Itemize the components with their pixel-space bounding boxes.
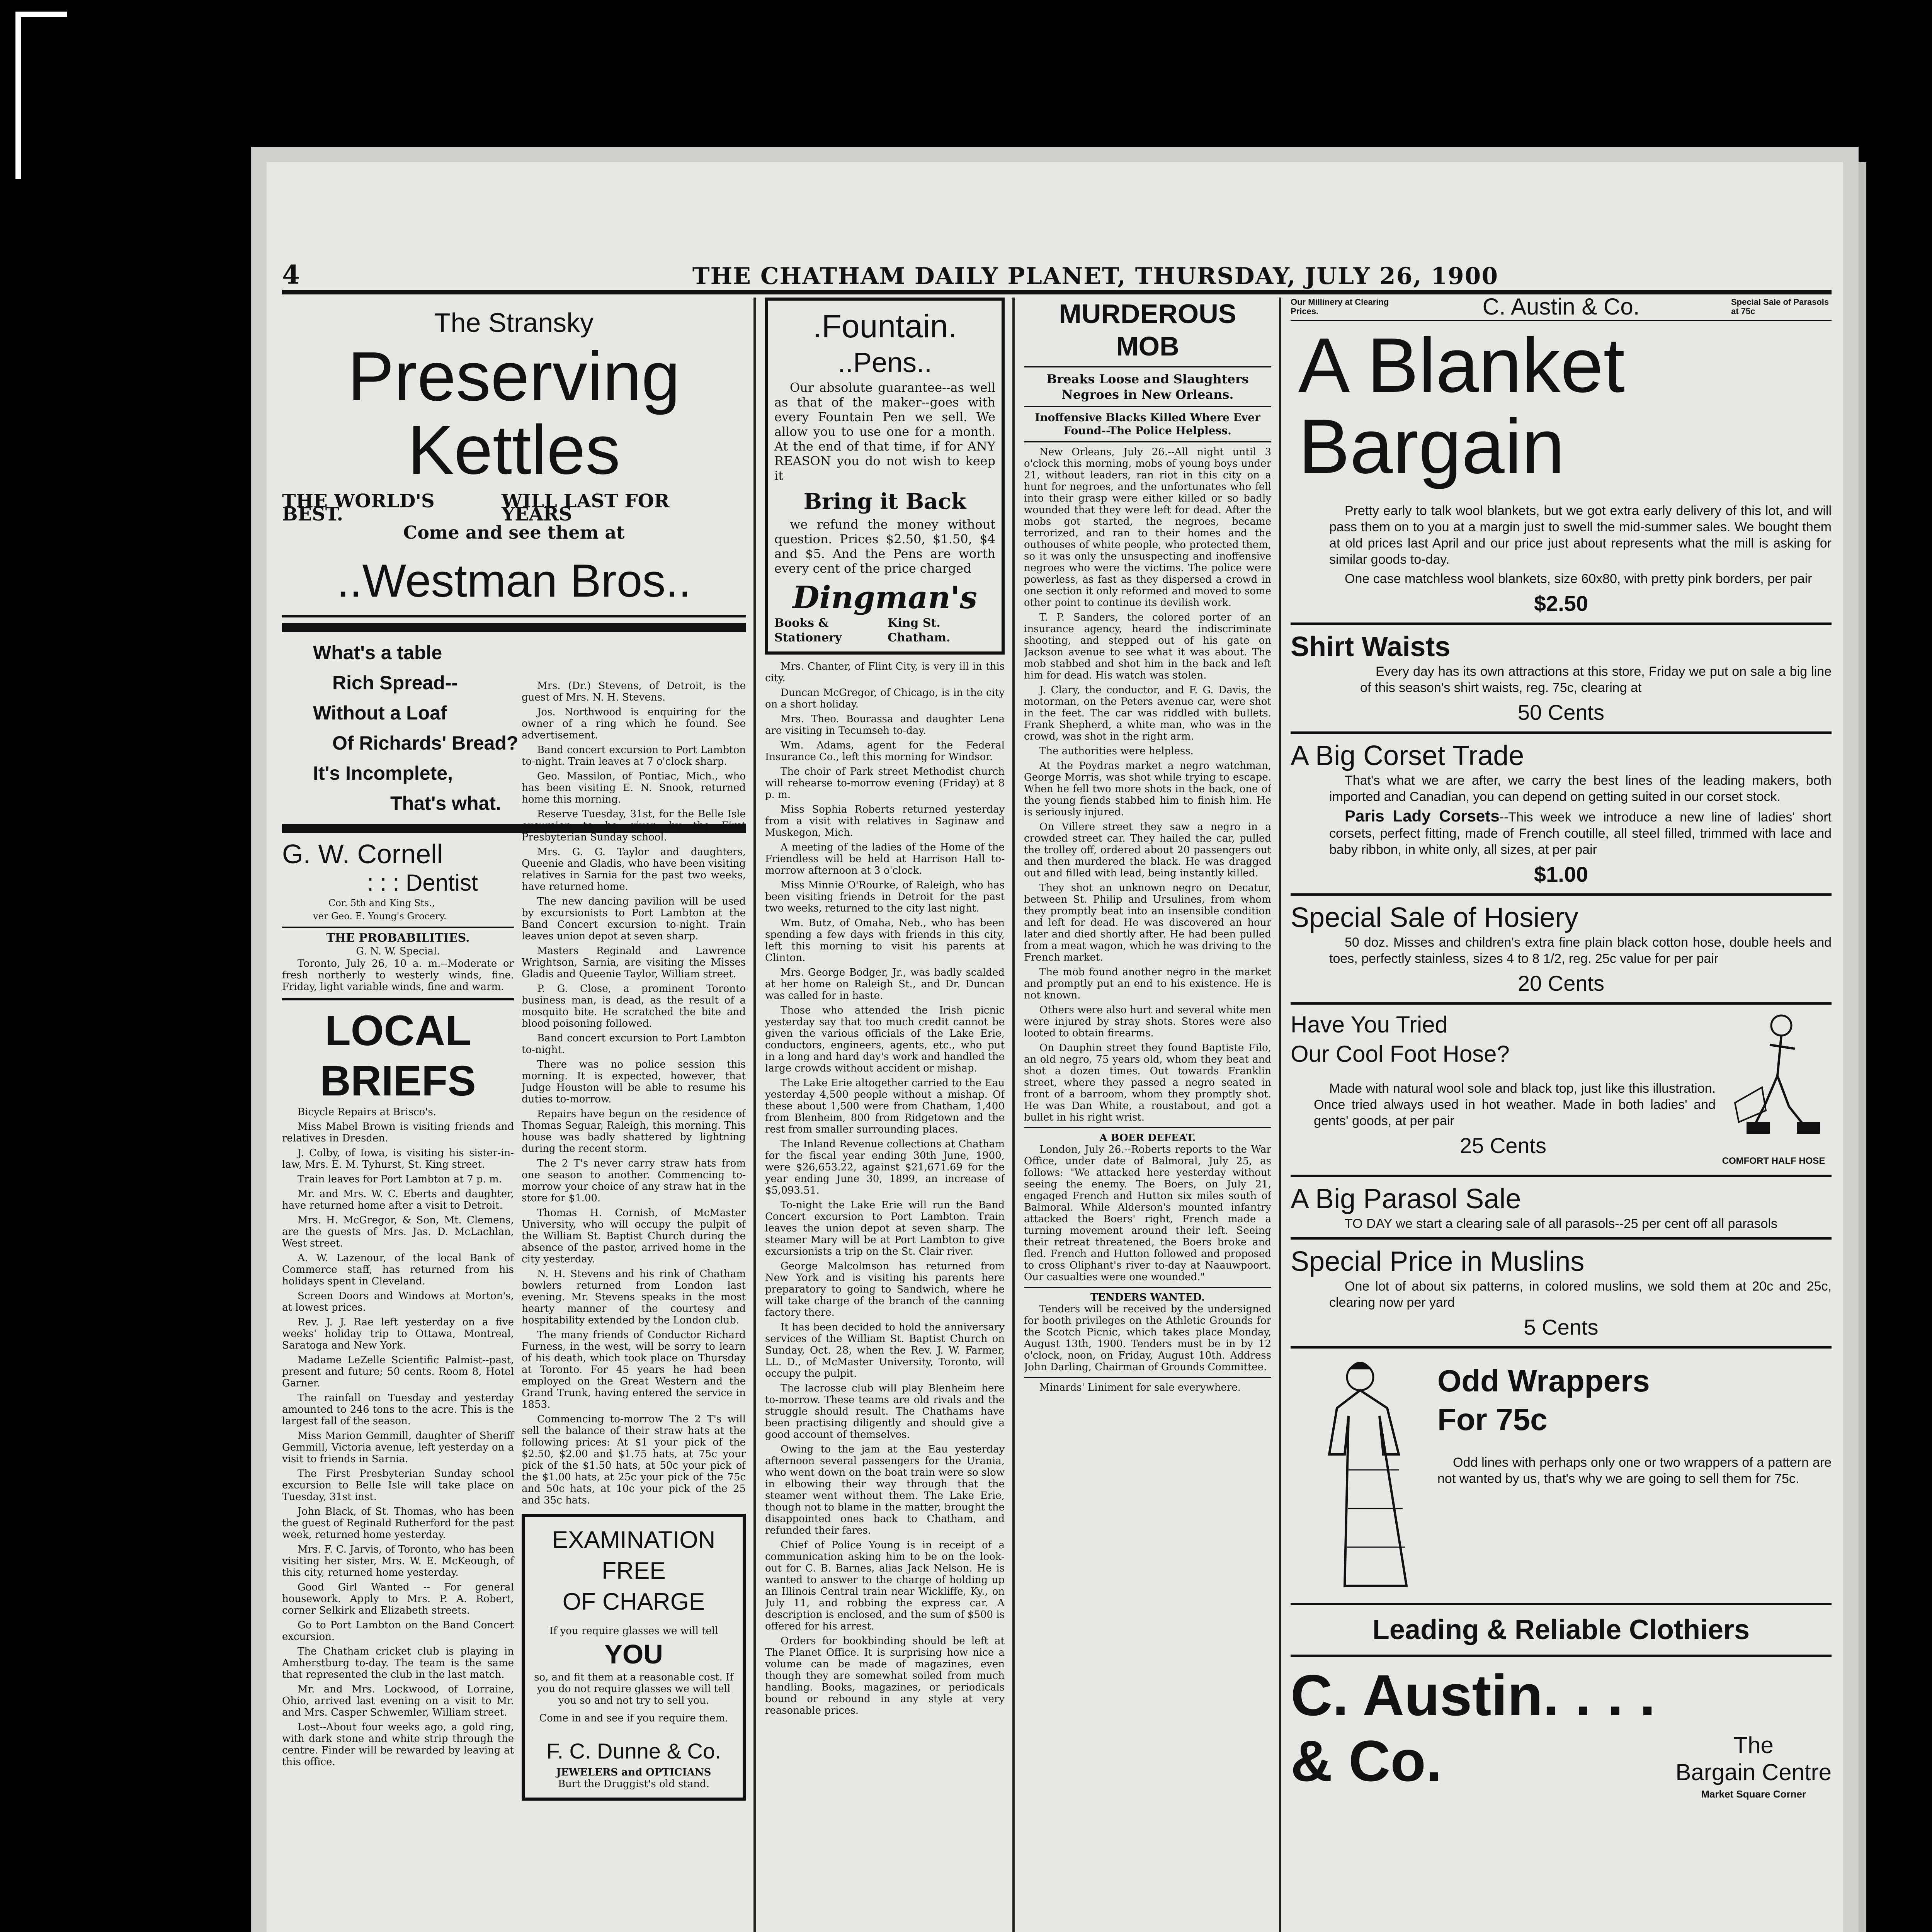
- fountain-heading: ..Pens..: [837, 347, 932, 378]
- mob-para: The mob found another negro in the market and promptly put an end to his existence. He is not known.: [1024, 966, 1271, 1001]
- exam-line: Come in and see if you require them.: [539, 1713, 728, 1724]
- local-briefs-list: [282, 1106, 514, 1768]
- austin-topline: [1291, 298, 1832, 320]
- brief-item: Screen Doors and Windows at Morton's, at lowest prices.: [282, 1290, 514, 1313]
- foot-hose-body: [1291, 1010, 1716, 1169]
- news-item: Chief of Police Young is in receipt of a communication asking him to be on the look-out for C. B. Barnes, alias Jack Nelson. He is wanted to answer to the charge of holding up an Illinois Central train near Wickliffe, Ky., on July 11, and robbing the express car. A description is enclosed, and the sum of $500 is offered for his arrest.: [765, 1539, 1005, 1632]
- corset-price: $1.00: [1534, 862, 1588, 886]
- news-item: The 2 T's never carry straw hats from one season to another. Commencing to-morrow your choice of any straw hat in the store for $1.00.: [522, 1158, 746, 1204]
- bargain-line: Market Square Corner: [1701, 1788, 1806, 1800]
- corset-heading: A Big Corset Trade: [1291, 740, 1524, 771]
- lady-in-wrapper-icon: [1291, 1354, 1430, 1594]
- wrap-heading: Odd Wrappers: [1437, 1364, 1650, 1398]
- column-3: [765, 298, 1005, 1932]
- local-briefs-heading: LOCAL BRIEFS: [320, 1007, 476, 1105]
- hosiery-text: 50 doz. Misses and children's extra fine plain black cotton hose, double heels and toes, perfectly stainless, sizes 4 to 8 1/2, reg. 25c value for per pair: [1329, 935, 1832, 966]
- foot-text: Made with natural wool sole and black top, just like this illustration. Once tried always used in hot weather. Made in both ladies' and gents' goods, at per pair: [1314, 1081, 1716, 1128]
- tenders-text: Tenders will be received by the undersigned for booth privileges on the Athletic Grounds for the Scotch Picnic, which takes place Monday, August 13th, 1900. Tenders must be in by 12 o'clock, noon, on Friday, August 10th. Address John Darling, Chairman of Grounds Committee.: [1024, 1303, 1271, 1373]
- mob-para: At the Poydras market a negro watchman, George Morris, was shot while trying to escape. When he fell two more shots in the back, one of the young fiends stabbed him to finish him. He is seriously injured.: [1024, 760, 1271, 818]
- exam-title: FREE: [602, 1558, 666, 1584]
- bring-back: Bring it Back: [803, 489, 966, 514]
- divider: [1291, 1002, 1832, 1005]
- news-item: There was no police session this morning. It is expected, however, that Judge Houston will be able to resume his duties to-morrow.: [522, 1059, 746, 1105]
- news-item: Wm. Butz, of Omaha, Neb., who has been spending a few days with friends in this city, left this morning to visit his parents at Clinton.: [765, 917, 1005, 964]
- news-item: Duncan McGregor, of Chicago, is in the city on a short holiday.: [765, 687, 1005, 710]
- news-item: The new dancing pavilion will be used by excursionists to Port Lambton at the Band Concert excursion to-night. Train leaves union depot at seven sharp.: [522, 896, 746, 942]
- dunne-sub: Burt the Druggist's old stand.: [558, 1778, 709, 1790]
- mob-subhead: Breaks Loose and Slaughters Negroes in New Orleans.: [1046, 372, 1249, 402]
- parasol-label: Special Sale of Parasols at 75c: [1731, 298, 1829, 316]
- news-item: The choir of Park street Methodist church will rehearse to-morrow evening (Friday) at 8 p. m.: [765, 766, 1005, 801]
- boer-text: London, July 26.--Roberts reports to the War Office, under date of Balmoral, July 25, as follows: "We attacked here yesterday without seeing the enemy. The Boers, on July 21, engaged French and Hutton six miles south of Balmoral. While Alderson's mounted infantry attacked the Boers' right, French made a turning movement around their left. Seeing their retreat threatened, the Boers broke and fled. French and Hutton followed and proposed to cross Oliphant's river to-day at Naauwpoort. Our casualties were one wounded.": [1024, 1144, 1271, 1283]
- muslin-heading: Special Price in Muslins: [1291, 1246, 1585, 1277]
- mob-para: J. Clary, the conductor, and F. G. Davis, the motorman, on the Peters avenue car, were shot in the feet. The car was riddled with bullets. Frank Shepherd, a white man, who was in the crowd, was shot in the right arm.: [1024, 684, 1271, 742]
- probabilities-text: Toronto, July 26, 10 a. m.--Moderate or fresh northerly to westerly winds, fine. Friday, light variable winds, fine and warm.: [282, 958, 514, 993]
- brief-item: A. W. Lazenour, of the local Bank of Commerce staff, has returned from his holidays spent in Cleveland.: [282, 1252, 514, 1287]
- divider: [1291, 1346, 1832, 1349]
- murderous-mob-headline: MURDEROUS MOB: [1059, 299, 1236, 361]
- news-item: Geo. Massilon, of Pontiac, Mich., who has been visiting E. N. Snook, returned home this morning.: [522, 770, 746, 805]
- news-item: Those who attended the Irish picnic yesterday say that too much credit cannot be given the various officials of the Lake Erie, conductors, engineers, agents, etc., who put in a long and hard day's work and handled the large crowds without accident or mishap.: [765, 1005, 1005, 1074]
- parasol-text: TO DAY we start a clearing sale of all parasols--25 per cent off all parasols: [1345, 1216, 1778, 1231]
- brief-item: Rev. J. J. Rae left yesterday on a five weeks' holiday trip to Ottawa, Montreal, Saratoga and New York.: [282, 1316, 514, 1351]
- fountain-text: we refund the money without question. Prices $2.50, $1.50, $4 and $5. And the Pens are worth every cent of the price charged: [774, 517, 995, 576]
- news-item: Thomas H. Cornish, of McMaster University, who will occupy the pulpit of the William St. Baptist Church during the absence of the pastor, arrived home in the city yesterday.: [522, 1207, 746, 1265]
- col3-news: [765, 661, 1005, 1716]
- news-item: Wm. Adams, agent for the Federal Insurance Co., left this morning for Windsor.: [765, 740, 1005, 763]
- blanket-text: Pretty early to talk wool blankets, but we got extra early delivery of this lot, and will pass them on to you at a margin just to swell the mid-summer sales. We bought them at old prices last April and our price just about represents what the mill is asking for similar goods to-day.: [1329, 503, 1832, 567]
- exam-line: so, and fit them at a reasonable cost. If you do not require glasses we will tell you so and not try to sell you.: [534, 1672, 733, 1706]
- brief-item: Mr. and Mrs. Lockwood, of Lorraine, Ohio, arrived last evening on a visit to Mr. and Mrs. Casper Schwemler, William street.: [282, 1684, 514, 1718]
- probabilities-sub: G. N. W. Special.: [356, 946, 440, 957]
- newspaper-page: [267, 162, 1843, 1932]
- news-item: George Malcolmson has returned from New York and is visiting his parents here preparatory to going to Sandwich, where he will take charge of the branch of the canning factory there.: [765, 1260, 1005, 1318]
- shirt-text: Every day has its own attractions at this store, Friday we put on sale a big line of this season's shirt waists, reg. 75c, clearing at: [1360, 664, 1832, 695]
- westman-bros: ..Westman Bros..: [336, 555, 692, 607]
- foot-hose-ad: [1291, 1010, 1832, 1169]
- brief-item: Go to Port Lambton on the Band Concert excursion.: [282, 1619, 514, 1643]
- foot-price: 25 Cents: [1459, 1133, 1547, 1158]
- wrappers-ad: [1291, 1354, 1832, 1597]
- millinery-label: Our Millinery at Clearing Prices.: [1291, 298, 1389, 316]
- dingman-books: Books & Stationery: [774, 616, 842, 645]
- foot-illustration: [1716, 1010, 1832, 1169]
- corset-text: That's what we are after, we carry the best lines of the leading makers, both imported and Canadian, you can depend on getting suited in our corset stock.: [1329, 773, 1832, 804]
- muslin-text: One lot of about six patterns, in colored muslins, we sold them at 20c and 25c, clearing now per yard: [1329, 1279, 1832, 1310]
- news-item: To-night the Lake Erie will run the Band Concert excursion to Port Lambton. Train leaves the union depot at seven sharp. The steamer Mary will be at Port Lambton to give excursionists a trip on the St. Clair river.: [765, 1199, 1005, 1257]
- divider: [1024, 1127, 1271, 1128]
- bargain-line: The: [1733, 1732, 1774, 1758]
- man-with-hose-icon: [1723, 1010, 1824, 1149]
- brief-item: The rainfall on Tuesday and yesterday amounted to 246 tons to the acre. This is the largest fall of the season.: [282, 1392, 514, 1427]
- news-item: Commencing to-morrow The 2 T's will sell the balance of their straw hats at the following prices: At $1 your pick of the $2.50, $2.00 and $1.75 hats, at 75c your pick of the $1.50 hats, at 50c your pick of the $1.00 hats, at 25c your pick of the 75c and 50c hats, at 10c your pick of the 25 and 35c hats.: [522, 1413, 746, 1506]
- brief-item: Miss Mabel Brown is visiting friends and relatives in Dresden.: [282, 1121, 514, 1144]
- divider: [282, 927, 514, 928]
- brief-item: Miss Marion Gemmill, daughter of Sheriff Gemmill, Victoria avenue, left yesterday on a visit to friends in Sarnia.: [282, 1430, 514, 1465]
- brief-item: Mrs. F. C. Jarvis, of Toronto, who has been visiting her sister, Mrs. W. E. McKeough, of this city, returned home yesterday.: [282, 1544, 514, 1578]
- blanket-text: One case matchless wool blankets, size 60x80, with pretty pink borders, per pair: [1345, 571, 1812, 586]
- exam-title: OF CHARGE: [562, 1588, 705, 1615]
- divider: [282, 623, 746, 632]
- column-2: [522, 680, 746, 1843]
- cornell-address: ver Geo. E. Young's Grocery.: [313, 911, 447, 922]
- richards-line: What's a table: [313, 642, 442, 663]
- divider: [1291, 1237, 1832, 1240]
- mob-para: They shot an unknown negro on Decatur, between St. Philip and Ursulines, from whom they promptly beat into an insensible condition and left for dead. He was discovered an hour later and died shortly after. He had been pulled from a meat wagon, which he was driving to the French market.: [1024, 882, 1271, 963]
- mob-para: New Orleans, July 26.--All night until 3 o'clock this morning, mobs of young boys under 21, without leaders, ran riot in this city on a hunt for negroes, and the unfortunates who fell into their grasp were either killed or so badly wounded that they were left for dead. After the mobs got started, the negroes, became terrorized, and ran to their homes and the outhouses of white people, who protected them, so it was only the unsuspecting and inoffensive negroes who were the victims. The police were powerless, as fast as they dispersed a crowd in one section it only reformed and moved to some other point to continue its devilish work.: [1024, 446, 1271, 609]
- exam-line: If you require glasses we will tell: [549, 1625, 718, 1637]
- tenders-heading: TENDERS WANTED.: [1090, 1292, 1205, 1303]
- divider: [1291, 622, 1832, 625]
- news-item: The lacrosse club will play Blenheim here to-morrow. These teams are old rivals and the struggle should result. The Chathams have been practising diligently and should give a good account of themselves.: [765, 1383, 1005, 1440]
- shirt-price: 50 Cents: [1517, 700, 1605, 724]
- dingman-logo: Dingman's: [792, 579, 978, 616]
- hosiery-price: 20 Cents: [1517, 971, 1605, 995]
- brief-item: Good Girl Wanted -- For general housework. Apply to Mrs. P. A. Robert, corner Selkirk and Elizabeth streets.: [282, 1582, 514, 1616]
- hosiery-heading: Special Sale of Hosiery: [1291, 902, 1578, 933]
- brief-item: The First Presbyterian Sunday school excursion to Belle Isle will take place on Tuesday, 31st inst.: [282, 1468, 514, 1503]
- brief-item: Madame LeZelle Scientific Palmist--past, present and future; 50 cents. Room 8, Hotel Garner.: [282, 1354, 514, 1389]
- mob-para: Others were also hurt and several white men were injured by stray shots. Stores were also looted to obtain firearms.: [1024, 1004, 1271, 1039]
- corset-text2: [1291, 808, 1832, 858]
- wrappers-body: [1437, 1354, 1832, 1597]
- mob-para: T. P. Sanders, the colored porter of an insurance agency, heard the indiscriminate shooting, and stepped out of his gate on Jackson avenue to see what it was about. The mob stabbed and shot him in the back and left him for dead. His watch was stolen.: [1024, 612, 1271, 681]
- divider: [1024, 406, 1271, 407]
- divider: [1024, 366, 1271, 367]
- brief-item: Mrs. H. McGregor, & Son, Mt. Clemens, are the guests of Mrs. Jas. D. McLachlan, West street.: [282, 1214, 514, 1249]
- cornell-title: : : : Dentist: [367, 870, 478, 896]
- corset-detail: --This week we introduce a new line of ladies' short corsets, perfect fitting, made of French coutille, all steel filled, trimmed with lace and baby ribbon, in white only, all sizes, at per pair: [1329, 810, 1832, 857]
- divider: [1024, 1377, 1271, 1378]
- divider: [282, 615, 746, 617]
- news-item: Mrs. (Dr.) Stevens, of Detroit, is the guest of Mrs. N. H. Stevens.: [522, 680, 746, 703]
- news-item: The many friends of Conductor Richard Furness, in the west, will be sorry to learn of his death, which took place on Thursday at Toronto. For 45 years he had been employed on the Great Western and the Grand Trunk, having entered the service in 1853.: [522, 1329, 746, 1410]
- richards-line: Rich Spread--: [332, 672, 458, 694]
- column-rule: [1279, 298, 1281, 1932]
- bargain-line: Bargain Centre: [1675, 1759, 1832, 1785]
- news-item: Miss Minnie O'Rourke, of Raleigh, who has been visiting friends in Detroit for the past two weeks, returned to the city last night.: [765, 879, 1005, 914]
- boer-heading: A BOER DEFEAT.: [1099, 1132, 1196, 1144]
- dingman-sub: [774, 616, 995, 645]
- news-item: Orders for bookbinding should be left at The Planet Office. It is surprising how nice a volume can be made of magazines, even though they are somewhat soiled from much handling. Books, magazines, or periodicals bound or rebound in any style at very reasonable prices.: [765, 1635, 1005, 1716]
- preserving-heading: Preserving: [347, 338, 680, 415]
- brief-item: J. Colby, of Iowa, is visiting his sister-in-law, Mrs. E. M. Tyhurst, St. King street.: [282, 1147, 514, 1170]
- mob-deck: Inoffensive Blacks Killed Where Ever Found--The Police Helpless.: [1035, 411, 1260, 437]
- news-item: Miss Sophia Roberts returned yesterday from a visit with relatives in Saginaw and Muskegon, Mich.: [765, 804, 1005, 838]
- dunne-sub: JEWELERS and OPTICIANS: [556, 1767, 711, 1778]
- kettles-tagline: [282, 490, 746, 525]
- kettles-heading: Kettles: [407, 411, 621, 489]
- news-item: The Lake Erie altogether carried to the Eau yesterday 4,500 people without a mishap. Of these about 1,500 were from Chatham, 1,400 from Blenheim, 800 from Ridgetown and the rest from smaller surrounding places.: [765, 1077, 1005, 1135]
- cornell-ad: [282, 838, 514, 923]
- news-item: It has been decided to hold the anniversary services of the William St. Baptist Church on Sunday, Oct. 28, when the Rev. J. W. Farmer, LL. D., of McMaster University, Toronto, will occupy the pulpit.: [765, 1321, 1005, 1379]
- divider: [1291, 1175, 1832, 1177]
- brief-item: John Black, of St. Thomas, who has been the guest of Reginald Rutherford for the past week, returned home yesterday.: [282, 1506, 514, 1541]
- column-rule: [1012, 298, 1015, 1932]
- wrap-text: Odd lines with perhaps only one or two wrappers of a pattern are not wanted by us, that's why we are going to sell them for 75c.: [1437, 1455, 1832, 1486]
- leading-clothiers: Leading & Reliable Clothiers: [1372, 1614, 1750, 1645]
- richards-line: Of Richards' Bread?: [332, 732, 519, 754]
- austin-brand: C. Austin & Co.: [1482, 298, 1640, 320]
- corset-sub: Paris Lady Corsets: [1345, 807, 1500, 825]
- austin-big: C. Austin. . . .: [1291, 1663, 1656, 1728]
- news-item: Owing to the jam at the Eau yesterday afternoon several passengers for the Urania, who went down on the boat train were so slow in elbowing their way through that the steamer went without them. The Lake Erie, though not to blame in the matter, brought the disappointed ones back to Chatham, and refunded their fares.: [765, 1444, 1005, 1536]
- divider: [282, 998, 514, 1000]
- brief-item: Bicycle Repairs at Brisco's.: [298, 1106, 437, 1118]
- blanket-price: $2.50: [1534, 591, 1588, 616]
- bargain-centre: [1675, 1732, 1832, 1802]
- last-years-text: WILL LAST FOR YEARS: [501, 490, 670, 525]
- exam-you: YOU: [604, 1639, 663, 1669]
- divider: [1291, 731, 1832, 734]
- probabilities-heading: THE PROBABILITIES.: [326, 931, 470, 945]
- masthead: [282, 259, 1832, 294]
- richards-line: Without a Loaf: [313, 702, 447, 724]
- exam-title: EXAMINATION: [552, 1527, 716, 1553]
- foot-heading: Our Cool Foot Hose?: [1291, 1041, 1510, 1067]
- brief-item: The Chatham cricket club is playing in Amherstburg to-day. The team is the same that represented the club in the last match.: [282, 1646, 514, 1680]
- news-item: Reserve Tuesday, 31st, for the Belle Isle excursion to be given by the First Presbyterian Sunday school.: [522, 808, 746, 843]
- column-rule: [753, 298, 756, 1932]
- parasol-heading: A Big Parasol Sale: [1291, 1184, 1521, 1214]
- brief-item: Mr. and Mrs. W. C. Eberts and daughter, have returned home after a visit to Detroit.: [282, 1188, 514, 1211]
- cornell-name: G. W. Cornell: [282, 839, 443, 869]
- news-item: P. G. Close, a prominent Toronto business man, is dead, as the result of a mosquito bite. He scratched the bite and blood poisoning followed.: [522, 983, 746, 1029]
- comfort-label: COMFORT HALF HOSE: [1722, 1156, 1825, 1166]
- news-item: Mrs. G. G. Taylor and daughters, Queenie and Gladis, who have been visiting relatives in Sarnia for the past two weeks, have returned home.: [522, 846, 746, 893]
- column-4: [1024, 298, 1271, 1932]
- minards-text: Minards' Liniment for sale everywhere.: [1039, 1382, 1241, 1393]
- news-item: Band concert excursion to Port Lambton to-night. Train leaves at 7 o'clock sharp.: [522, 744, 746, 767]
- richards-line: It's Incomplete,: [313, 762, 453, 784]
- news-item: N. H. Stevens and his rink of Chatham bowlers returned from London last evening. Mr. Stevens speaks in the most hearty manner of the courtesy and hospitability extended by the London club.: [522, 1268, 746, 1326]
- news-item: A meeting of the ladies of the Home of the Friendless will be held at Harrison Hall to-morrow afternoon at 3 o'clock.: [765, 842, 1005, 876]
- brief-item: Lost--About four weeks ago, a gold ring, with dark stone and white strip through the centre. Finder will be rewarded by leaving at this office.: [282, 1721, 514, 1768]
- news-item: The Inland Revenue collections at Chatham for the fiscal year ending 30th June, 1900, were $26,653.22, against $21,671.69 for the year ending June 30, 1899, an increase of $5,093.51.: [765, 1138, 1005, 1196]
- news-item: Mrs. Theo. Bourassa and daughter Lena are visiting in Tecumseh to-day.: [765, 713, 1005, 736]
- news-item: Masters Reginald and Lawrence Wrightson, Sarnia, are visiting the Misses Gladis and Queenie Taylor, William street.: [522, 945, 746, 980]
- divider: [1291, 320, 1832, 321]
- dingman-address: King St. Chatham.: [888, 616, 951, 645]
- fountain-pen-ad: [765, 298, 1005, 655]
- come-see-text: Come and see them at: [403, 522, 625, 543]
- muslin-price: 5 Cents: [1524, 1315, 1599, 1339]
- column-5: [1291, 298, 1832, 1932]
- page-number: 4: [282, 260, 300, 290]
- dunne-name: F. C. Dunne & Co.: [546, 1739, 721, 1763]
- fountain-text: Our absolute guarantee--as well as that of the maker--goes with every Fountain Pen we sell. We allow you to use one for a month. At the end of that time, if for ANY REASON you do not wish to keep it: [774, 380, 995, 483]
- divider: [1291, 1655, 1832, 1657]
- page-title: THE CHATHAM DAILY PLANET, THURSDAY, JULY 26, 1900: [692, 263, 1499, 290]
- divider: [1291, 893, 1832, 896]
- divider: [1024, 441, 1271, 442]
- news-item: Mrs. Chanter, of Flint City, is very ill in this city.: [765, 661, 1005, 684]
- fountain-heading: .Fountain.: [813, 308, 957, 344]
- news-item: Jos. Northwood is enquiring for the owner of a ring which he found. See advertisement.: [522, 706, 746, 741]
- stransky-label: The Stransky: [434, 308, 594, 338]
- examination-ad: [522, 1514, 746, 1801]
- mob-para: The authorities were helpless.: [1039, 745, 1194, 757]
- wrap-heading: For 75c: [1437, 1402, 1548, 1437]
- worlds-best-text: THE WORLD'S BEST.: [282, 490, 435, 525]
- news-item: Repairs have begun on the residence of Thomas Seguar, Raleigh, this morning. This house was badly shattered by lightning during the recent storm.: [522, 1108, 746, 1155]
- news-item: Mrs. George Bodger, Jr., was badly scalded at her home on Raleigh St., and Dr. Duncan was called for in haste.: [765, 967, 1005, 1002]
- blanket-heading: A Blanket Bargain: [1298, 322, 1625, 490]
- shirt-heading: Shirt Waists: [1291, 631, 1451, 662]
- austin-footer: [1291, 1662, 1832, 1825]
- crop-mark-top-left: [15, 12, 67, 179]
- divider: [1291, 1603, 1832, 1605]
- divider: [1024, 1287, 1271, 1288]
- austin-big: & Co.: [1291, 1728, 1442, 1793]
- mob-para: On Dauphin street they found Baptiste Filo, an old negro, 75 years old, whom they beat and shot a dozen times. Out towards Franklin street, where they passed a negro seated in front of a barroom, whom they promptly shot. He was Dan White, a roustabout, and got a bullet in his right wrist.: [1024, 1042, 1271, 1123]
- mob-para: On Villere street they saw a negro in a crowded street car. They hailed the car, pulled the trolley off, ordered about 20 passengers out and then murdered the black. He was dragged out and filled with lead, being instantly killed.: [1024, 821, 1271, 879]
- wrapper-illustration: [1291, 1354, 1437, 1597]
- foot-heading: Have You Tried: [1291, 1012, 1448, 1037]
- cornell-address: Cor. 5th and King Sts.,: [328, 898, 435, 908]
- news-item: Band concert excursion to Port Lambton to-night.: [522, 1032, 746, 1056]
- richards-line: That's what.: [390, 793, 501, 814]
- brief-item: Train leaves for Port Lambton at 7 p. m.: [298, 1173, 502, 1185]
